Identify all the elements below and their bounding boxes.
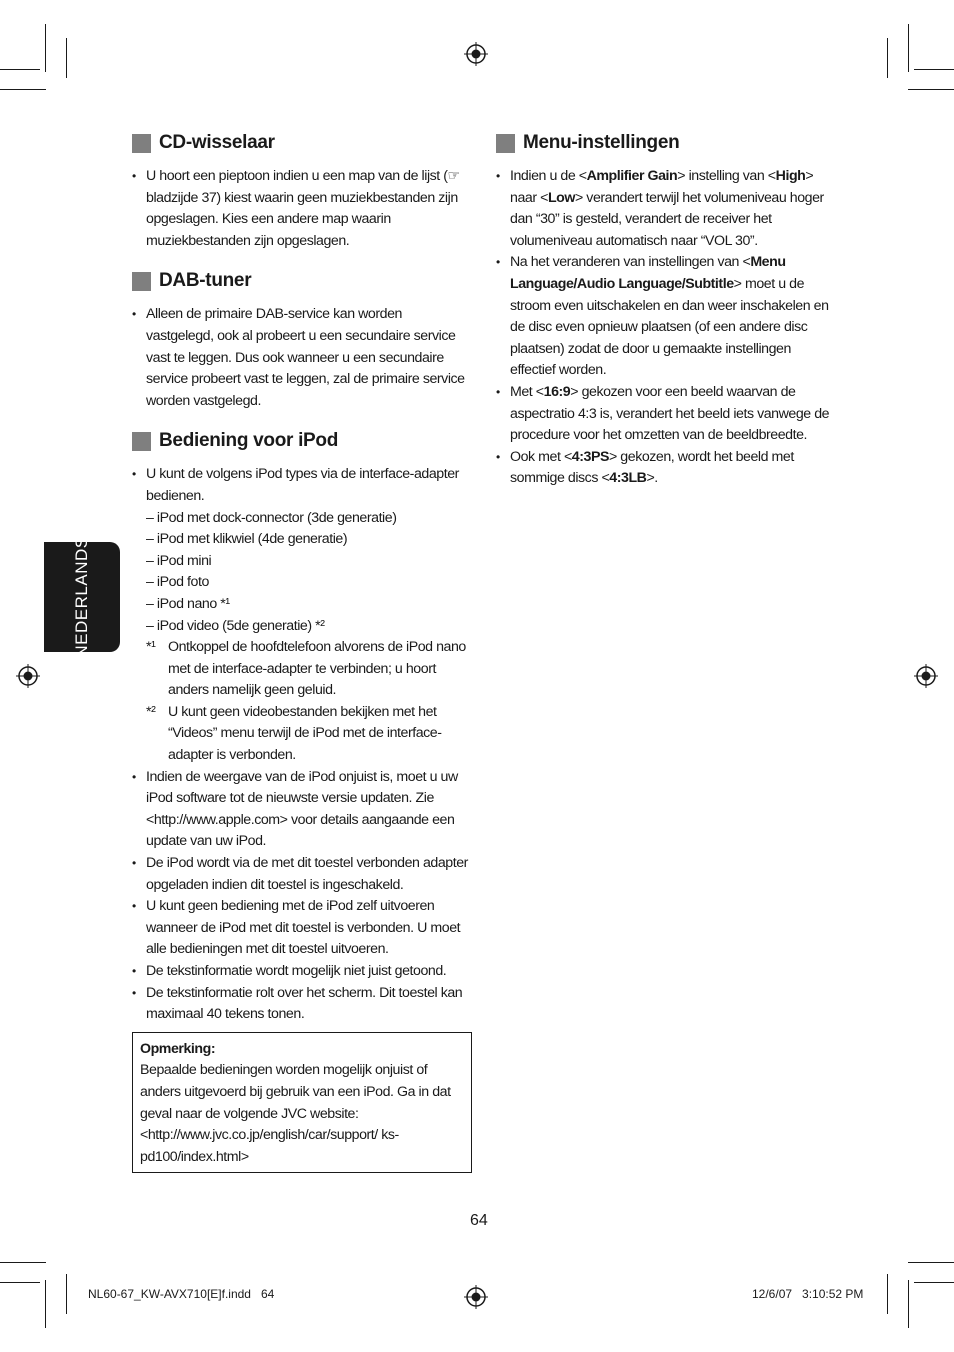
list-item [132, 464, 472, 766]
setting-value: 4:3PS [571, 448, 609, 465]
note-title: Opmerking: [140, 1040, 216, 1057]
text-run: >. [646, 470, 658, 487]
crop-mark [45, 1280, 46, 1328]
list-item: • Indien de weergave van de iPod onjuist is, moet u uw iPod software tot de nieuwste versie updaten. Zie <http://www.apple.com> voor details aangaande een update van uw iPod. [132, 767, 472, 853]
footnote-mark: *² [146, 703, 156, 720]
language-tab-label: NEDERLANDS [72, 536, 91, 658]
list-item: • De iPod wordt via de met dit toestel verbonden adapter opgeladen indien dit toestel is ingeschakeld. [132, 853, 472, 896]
text-run: > gekozen voor een beeld waarvan de aspectratio 4:3 is, verandert het beeld iets vanwege de procedure voor het omzetten van de beeldbreedte. [510, 383, 830, 444]
ipod-type: – iPod foto [146, 574, 209, 591]
footnote-text: U kunt geen videobestanden bekijken met het “Videos” menu terwijl de iPod met de interface-adapter is verbonden. [168, 703, 442, 764]
section-heading-menu-instellingen [496, 130, 836, 156]
ipod-type: – iPod mini [146, 552, 212, 569]
text-run: > moet u de stroom even uitschakelen en dan weer inschakelen en de disc even opnieuw plaatsen (of een andere disc plaatsen) zodat de door u gemaakte instellingen effectief worden. [510, 275, 829, 379]
list-item [496, 382, 836, 447]
list-item: • De tekstinformatie rolt over het scherm. Dit toestel kan maximaal 40 tekens tonen. [132, 983, 472, 1026]
note-text: Bepaalde bedieningen worden mogelijk onjuist of anders uitgevoerd bij gebruik van een iPod. Ga in dat geval naar de volgende JVC website: <http://www.jvc.co.jp/english/car/support/ ks-pd100/index.html> [140, 1062, 451, 1165]
crop-mark [887, 38, 888, 78]
list-item: • U hoort een pieptoon indien u een map van de lijst (☞ bladzijde 37) kiest waarin geen muziekbestanden zijn opgeslagen. Kies een andere map waarin muziekbestanden zijn opgeslagen. [132, 166, 472, 252]
section-heading-dab-tuner [132, 268, 472, 294]
text-run: > naar < [510, 168, 814, 206]
ipod-intro: U kunt de volgens iPod types via de interface-adapter bedienen. [146, 466, 459, 504]
list-item: • Alleen de primaire DAB-service kan worden vastgelegd, ook al probeert u een secundaire service vast te leggen. Dus ook wanneer u een secundaire service probeert vast te leggen, zal de primaire service worden vastgelegd. [132, 304, 472, 412]
right-column [496, 130, 836, 506]
registration-mark-icon [464, 1285, 488, 1309]
crop-mark [914, 1282, 954, 1283]
setting-value: 16:9 [543, 383, 571, 400]
setting-value: 4:3LB [609, 470, 647, 487]
setting-value: High [775, 168, 806, 184]
note-box [132, 1032, 472, 1174]
section-title: Bediening voor iPod [159, 430, 339, 452]
registration-mark-icon [464, 42, 488, 66]
list-item [496, 166, 836, 252]
footer-timestamp: 12/6/07 3:10:52 PM [752, 1287, 864, 1301]
crop-mark [0, 89, 46, 90]
page-number: 64 [470, 1212, 488, 1229]
crop-mark [887, 1274, 888, 1314]
language-tab [44, 536, 120, 658]
list-item [496, 447, 836, 490]
text-run: Met < [510, 383, 544, 400]
crop-mark [914, 69, 954, 70]
section-title: Menu-instellingen [523, 132, 680, 153]
registration-mark-icon [16, 664, 40, 688]
crop-mark [908, 89, 954, 90]
ipod-type: – iPod met dock-connector (3de generatie) [146, 509, 397, 526]
footer-file-info: NL60-67_KW-AVX710[E]f.indd 64 [88, 1287, 275, 1301]
setting-name: Menu Language/Audio Language/Subtitle [510, 254, 786, 292]
text-run: Ook met < [510, 448, 572, 465]
footnote-text: Ontkoppel de hoofdtelefoon alvorens de iPod nano met de interface-adapter te verbinden; u hoort anders namelijk geen geluid. [168, 639, 466, 699]
dab-tuner-list [132, 304, 472, 412]
setting-name: Amplifier Gain [586, 168, 678, 184]
crop-mark [908, 24, 909, 72]
text-run: Na het veranderen van instellingen van < [510, 254, 751, 271]
footnote-mark: *¹ [146, 639, 156, 656]
list-item: • U kunt geen bediening met de iPod zelf uitvoeren wanneer de iPod met dit toestel is verbonden. U moet alle bedieningen met dit toestel uitvoeren. [132, 896, 472, 961]
section-title: CD-wisselaar [159, 132, 275, 153]
cd-wisselaar-list [132, 166, 472, 252]
text-run: > verandert terwijl het volumeniveau hoger dan “30” is gesteld, verandert de receiver het volumeniveau automatisch naar “VOL 30”. [510, 189, 824, 249]
section-square-icon [132, 432, 151, 451]
text-run: > gekozen, wordt het beeld met sommige discs < [510, 448, 794, 487]
crop-mark [0, 1282, 40, 1283]
section-square-icon [496, 134, 515, 153]
text-run: Indien u de < [510, 168, 587, 184]
menu-instellingen-list [496, 166, 836, 490]
crop-mark [908, 1280, 909, 1328]
footnote [146, 637, 472, 702]
text-run: > instelling van < [677, 168, 776, 184]
crop-mark [45, 24, 46, 72]
crop-mark [0, 69, 40, 70]
ipod-type: – iPod nano *¹ [146, 595, 230, 612]
crop-mark [0, 1262, 46, 1263]
list-item: • De tekstinformatie wordt mogelijk niet juist getoond. [132, 961, 472, 983]
section-title: DAB-tuner [159, 270, 252, 292]
crop-mark [908, 1262, 954, 1263]
registration-mark-icon [914, 664, 938, 688]
section-heading-ipod [132, 428, 472, 454]
ipod-type: – iPod video (5de generatie) *² [146, 617, 325, 634]
section-heading-cd-wisselaar [132, 130, 472, 156]
section-square-icon [132, 134, 151, 153]
footnote [146, 702, 472, 767]
crop-mark [66, 38, 67, 78]
list-item [496, 252, 836, 382]
setting-value: Low [547, 189, 575, 206]
crop-mark [66, 1274, 67, 1314]
ipod-list [132, 464, 472, 1025]
left-column [132, 130, 472, 1173]
section-square-icon [132, 272, 151, 291]
ipod-type: – iPod met klikwiel (4de generatie) [146, 531, 348, 548]
